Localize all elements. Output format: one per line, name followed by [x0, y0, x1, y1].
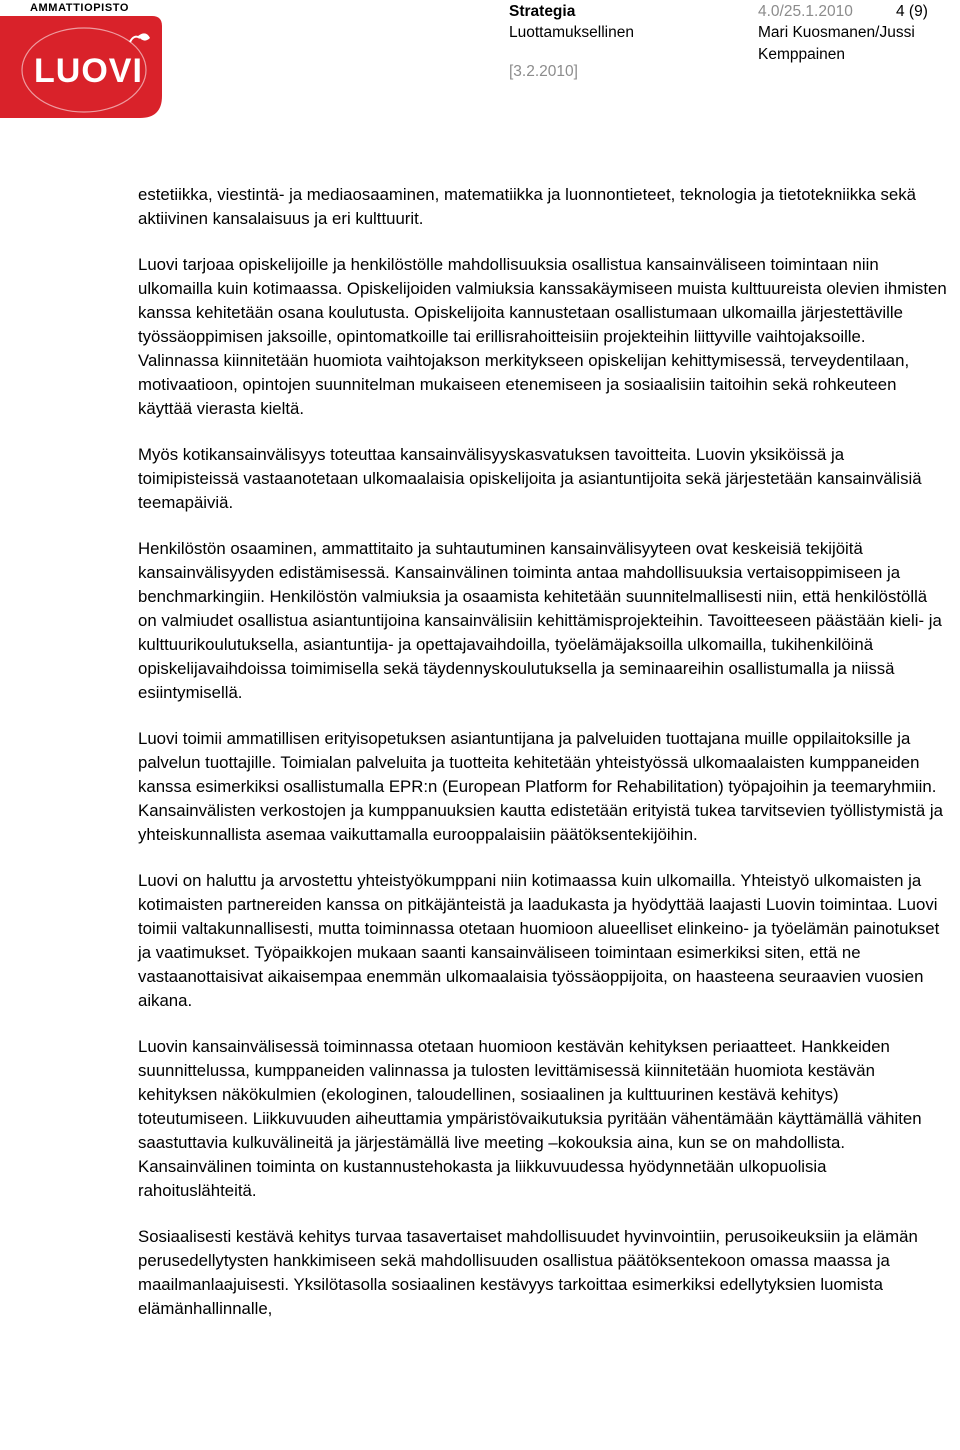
paragraph: Luovin kansainvälisessä toiminnassa otetaan huomioon kestävän kehityksen periaatteet. Hankkeiden suunnittelussa, kumppaneiden valinnassa ja tulosten levittämisessä kiinnitetään huomiota kestävän kehityksen näkökulmien (ekologinen, taloudellinen, sosiaalinen ja kulttuurinen kestävä kehitys) toteutumiseen. Liikkuvuuden aiheuttamia ympäristövaikutuksia pyritään vähentämään käyttämällä vähiten saastuttavia kulkuvälineitä ja järjestämällä live meeting –kokouksia aina, kun se on mahdollista. Kansainvälinen toiminta on kustannustehokasta ja liikkuvuudessa hyödynnetään ulkopuolisia rahoituslähteitä. [138, 1037, 922, 1200]
paragraph: Luovi tarjoaa opiskelijoille ja henkilöstölle mahdollisuuksia osallistua kansainväliseen toimintaan niin ulkomailla kuin kotimaassa. Opiskelijoiden valmiuksia kanssakäymiseen muista kulttuureista olevien ihmisten kanssa kehitetään osana koulutusta. Opiskelijoita kannustetaan osallistumaan ulkomailla järjestettäville työssäoppimisen jaksoille, opintomatkoille tai erillisrahoitteisiin projekteihin liittyville vaihtojaksoille. Valinnassa kiinnitetään huomiota vaihtojakson merkitykseen opiskelijan kehittymisessä, terveydentilaan, motivaatioon, opintojen suunnitelman mukaiseen etenemiseen ja sosiaalisiin taitoihin sekä rohkeuteen käyttää vierasta kieltä. [138, 255, 947, 418]
paragraph: estetiikka, viestintä- ja mediaosaaminen, matematiikka ja luonnontieteet, teknologia ja tietotekniikka sekä aktiivinen kansalaisuus ja eri kulttuurit. [138, 185, 916, 228]
confidentiality-label: Luottamuksellinen [509, 24, 634, 41]
paragraph: Luovi on haluttu ja arvostettu yhteistyökumppani niin kotimaassa kuin ulkomailla. Yhteistyö ulkomaisten ja kotimaisten partnereiden kanssa on pitkäjänteistä ja laadukasta ja hyödyttää laajasti Luovin toimintaa. Luovi toimii valtakunnallisesti, mutta toiminnassa otetaan huomioon alueelliset elinkeino- ja työelämän painotukset ja vaatimukset. Työpaikkojen mukaan saanti kansainväliseen toimintaan esimerkiksi siten, että ne vastaanottaisivat aikaisempaa enemmän ulkomaalaisia työssäoppijoita, on haasteena seuraavien vuosien aikana. [138, 871, 940, 1010]
paragraph: Henkilöstön osaaminen, ammattitaito ja suhtautuminen kansainvälisyyteen ovat keskeisiä tekijöitä kansainvälisyyden edistämisessä. Kansainvälinen toiminta antaa mahdollisuuksia vertaisoppimiseen ja benchmarkingiin. Henkilöstön valmiuksia ja osaamista kehitetään suunnitelmallisesti niin, että henkilöstöllä on valmiudet osallistua asiantuntijoina kansainvälisiin kehittämisprojekteihin. Tavoitteeseen päästään kieli- ja kulttuurikoulutuksella, asiantuntija- ja opettajavaihdoilla, työelämäjaksoilla ulkomailla, tukihenkilöinä opiskelijavaihdoissa toimimisella sekä täydennyskoulutuksella ja seminaareihin osallistumalla ja niissä esiintymisellä. [138, 539, 942, 702]
document-authors: Mari Kuosmanen/Jussi Kemppainen [758, 24, 915, 63]
page-number: 4 (9) [896, 3, 928, 20]
paragraph: Luovi toimii ammatillisen erityisopetuksen asiantuntijana ja palveluiden tuottajana muille oppilaitoksille ja palvelun tuottajille. Toimialan palveluita ja tuotteita kehitetään yhteistyössä ulkomaalaisten kumppaneiden kanssa esimerkiksi osallistumalla EPR:n (European Platform for Rehabilitation) työpajoihin ja teemaryhmiin. Kansainvälisten verkostojen ja kumppanuuksien kautta edistetään erityistä tukea tarvitsevien työllistymistä ja yhteiskunnallista asemaa vaikuttamalla eurooppalaisiin päätöksentekijöihin. [138, 729, 943, 844]
document-title: Strategia [509, 3, 576, 20]
logo-band-label: AMMATTIOPISTO [30, 2, 130, 14]
paragraph: Sosiaalisesti kestävä kehitys turvaa tasavertaiset mahdollisuudet hyvinvointiin, perusoikeuksiin ja elämän perusedellytysten hankkimiseen sekä mahdollisuuden osallistua päätöksentekoon omassa maassa ja maailmanlaajuisesti. Yksilötasolla sosiaalinen kestävyys tarkoittaa esimerkiksi edellytyksien luomista elämänhallinnalle, [138, 1227, 918, 1318]
document-version: 4.0/25.1.2010 [758, 3, 853, 20]
document-date: [3.2.2010] [509, 63, 578, 80]
document-header [0, 0, 960, 90]
document-body [138, 183, 948, 1343]
logo-word: LUOVI [34, 52, 143, 90]
paragraph: Myös kotikansainvälisyys toteuttaa kansainvälisyyskasvatuksen tavoitteita. Luovin yksiköissä ja toimipisteissä vastaanotetaan ulkomaalaisia opiskelijoita ja asiantuntijoita sekä järjestetään kansainvälisiä teemapäiviä. [138, 445, 922, 512]
